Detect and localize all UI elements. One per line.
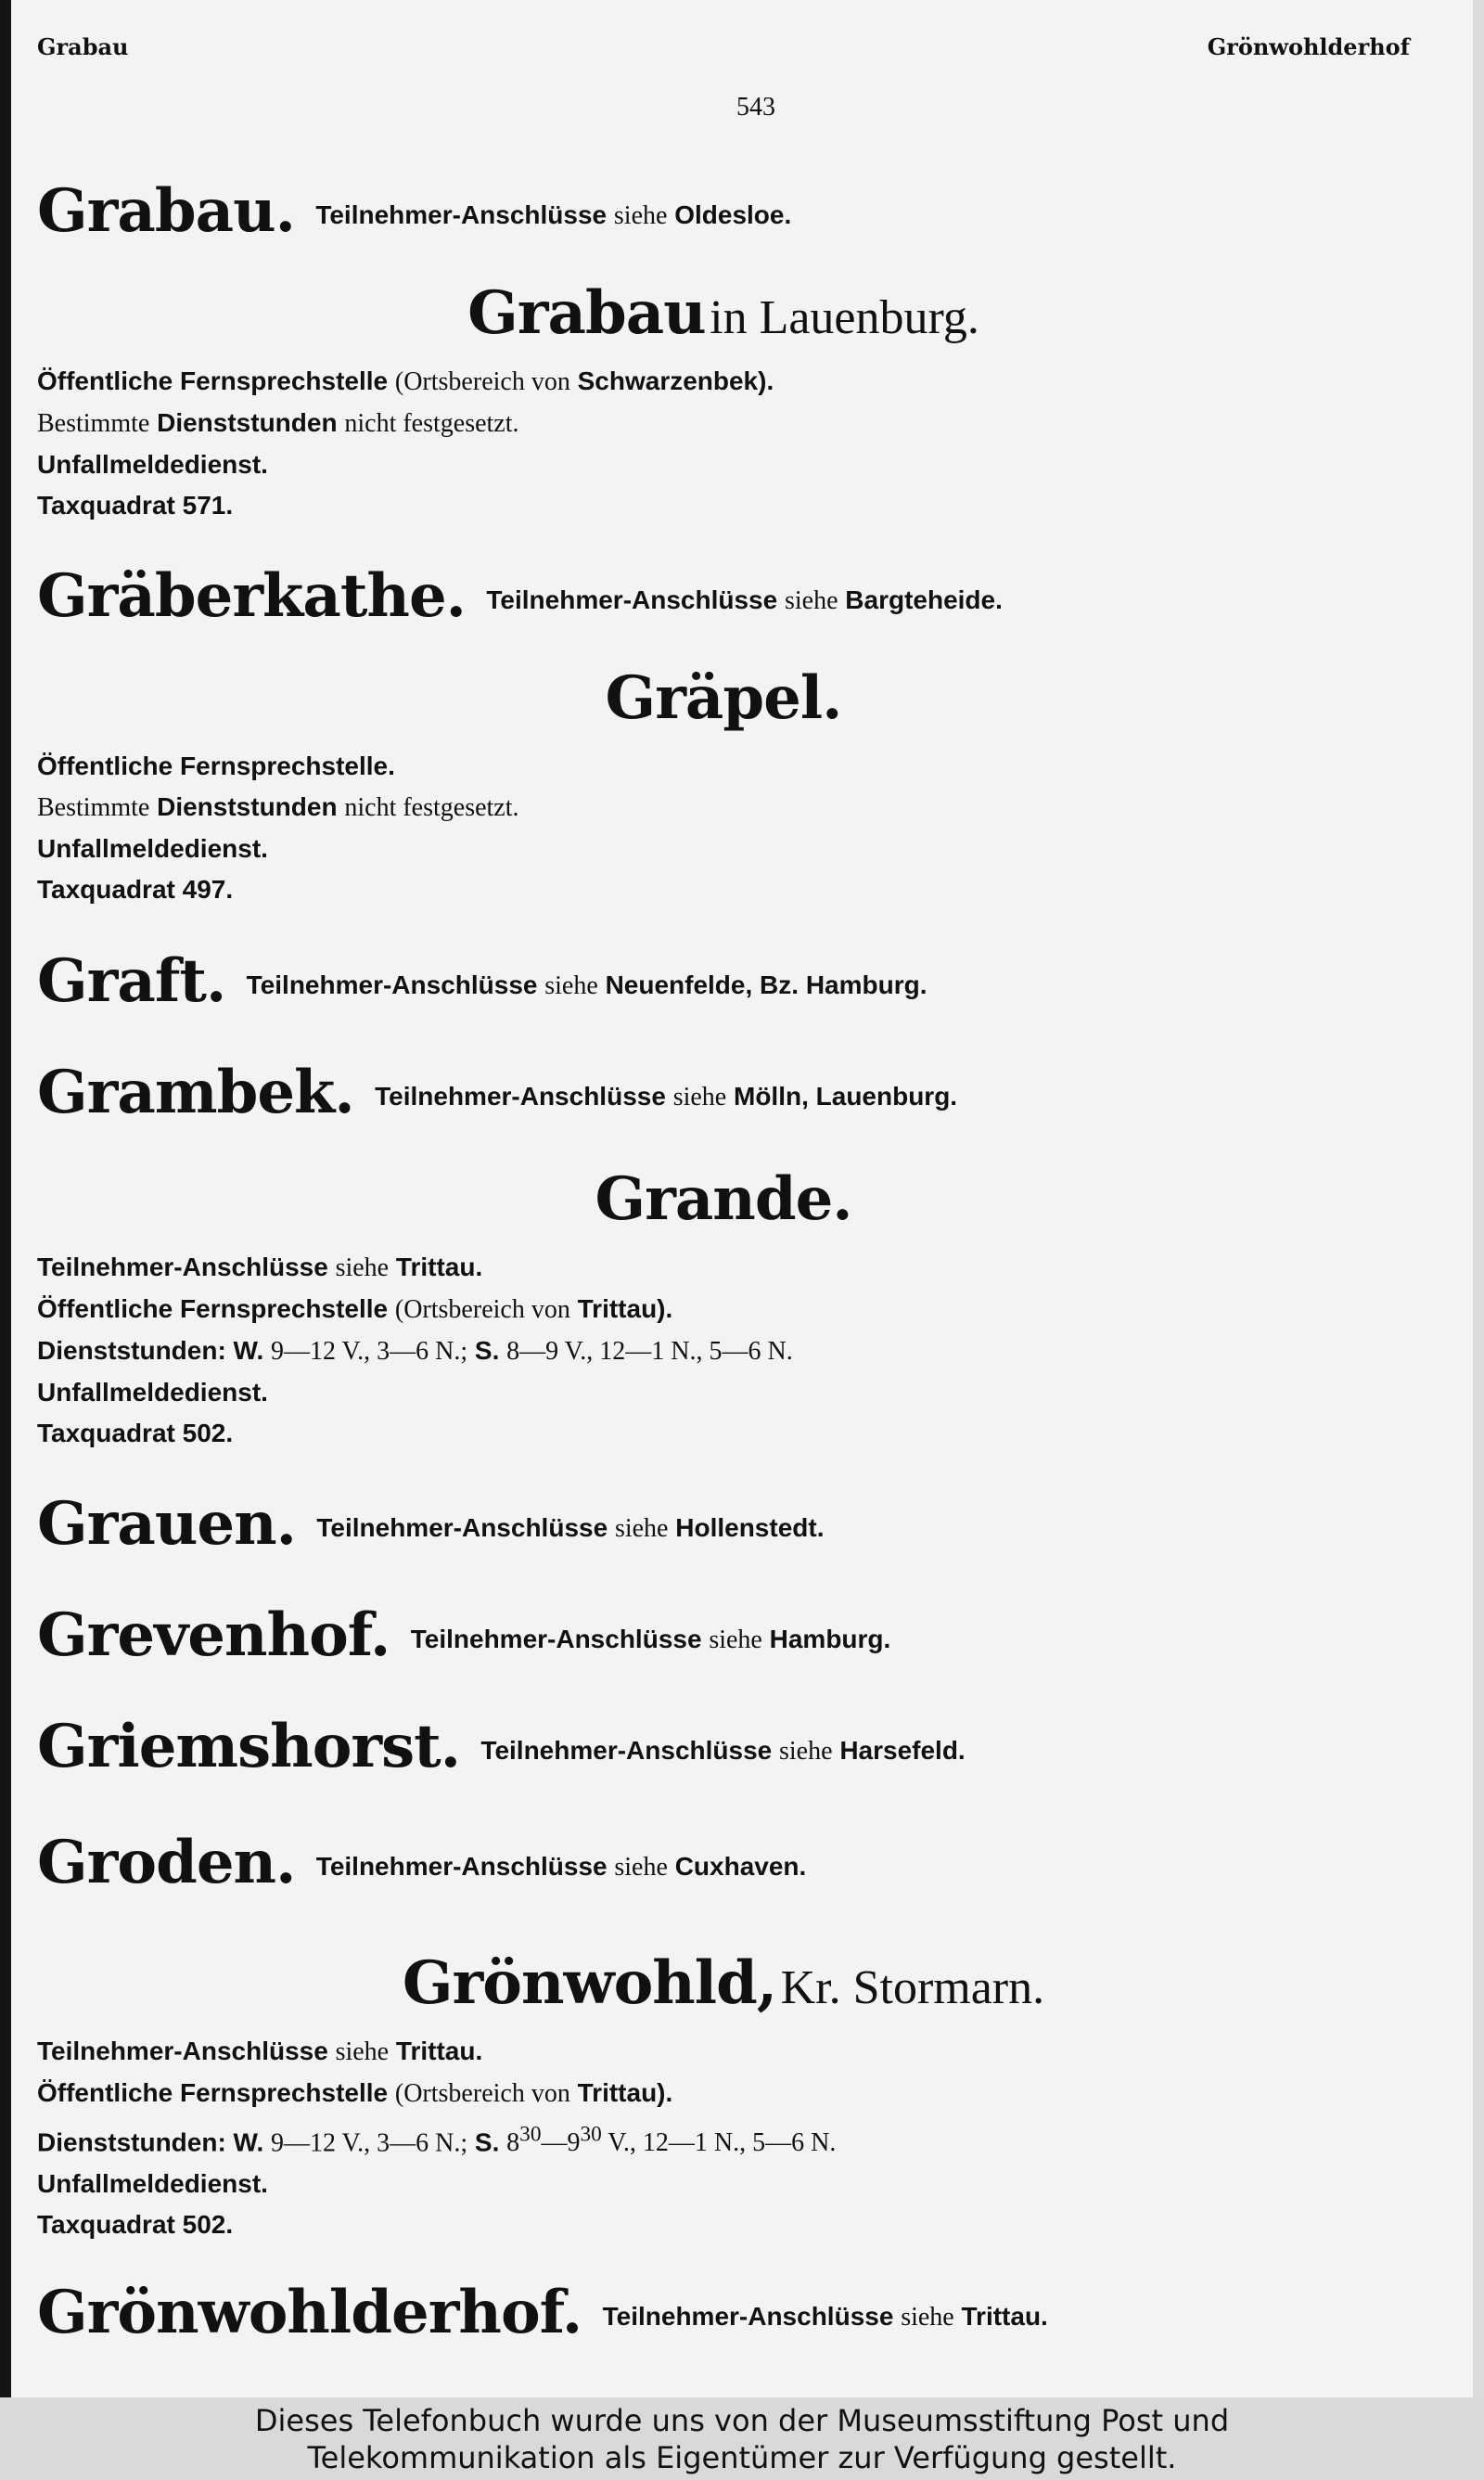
entry-name: Grönwohld, <box>402 1948 777 2018</box>
entry-reference <box>486 585 1003 614</box>
entry-reference <box>480 1736 965 1765</box>
entry-name: Graft. <box>37 946 226 1016</box>
entry-details <box>37 361 1410 526</box>
siehe-word: siehe <box>784 586 838 615</box>
reference-target: Cuxhaven. <box>674 1852 807 1881</box>
page-number: 543 <box>736 93 775 122</box>
detail-line <box>37 1330 1410 1372</box>
reference-label: Teilnehmer-Anschlüsse <box>375 1082 666 1111</box>
entry-name: Griemshorst. <box>37 1712 460 1781</box>
page-right-edge <box>1473 0 1484 2397</box>
entry-reference <box>316 1513 824 1542</box>
entry-graeberkathe <box>37 561 1410 631</box>
reference-target: Hamburg. <box>769 1625 891 1653</box>
reference-label: Teilnehmer-Anschlüsse <box>486 585 778 614</box>
detail-line <box>37 1289 1410 1330</box>
detail-text: Öffentliche Fernsprechstelle <box>37 1294 389 1323</box>
entry-details <box>37 1247 1410 1454</box>
reference-target: Trittau. <box>961 2302 1048 2331</box>
detail-line: Öffentliche Fernsprechstelle. <box>37 752 395 780</box>
detail-line <box>37 361 1410 403</box>
reference-label: Teilnehmer-Anschlüsse <box>602 2302 894 2331</box>
entry-grabau-lauenburg <box>37 278 1410 526</box>
detail-text: 8—9 V., 12—1 N., 5—6 N. <box>506 1337 793 1366</box>
detail-text: ). <box>657 1294 673 1323</box>
detail-line: Unfallmeldedienst. <box>37 1378 268 1407</box>
detail-line <box>37 1247 1410 1289</box>
entry-name: Grönwohlderhof. <box>37 2278 582 2347</box>
siehe-word: siehe <box>901 2303 954 2332</box>
detail-text: Trittau <box>577 2078 658 2107</box>
siehe-word: siehe <box>614 1853 668 1882</box>
detail-text: nicht festgesetzt. <box>344 409 519 438</box>
detail-text: Trittau. <box>395 2037 483 2065</box>
running-head-left: Grabau <box>37 33 129 60</box>
entry-heading <box>37 1948 1410 2018</box>
entry-groden <box>37 1828 1410 1897</box>
time-minutes: 30 <box>519 2123 542 2147</box>
reference-label: Teilnehmer-Anschlüsse <box>315 200 608 229</box>
detail-text: ). <box>657 2078 673 2107</box>
entry-name: Grabau <box>467 278 706 348</box>
reference-target: Oldesloe. <box>674 200 792 229</box>
siehe-word: siehe <box>672 1083 727 1112</box>
reference-label: Teilnehmer-Anschlüsse <box>316 1513 608 1542</box>
detail-line: Unfallmeldedienst. <box>37 834 268 863</box>
entry-reference <box>375 1082 957 1111</box>
detail-text: Bestimmte <box>37 793 150 822</box>
reference-label: Teilnehmer-Anschlüsse <box>480 1736 773 1765</box>
time-rest: V., 12—1 N., 5—6 N. <box>601 2128 837 2158</box>
reference-target: Mölln, Lauenburg. <box>734 1082 958 1111</box>
detail-text: Dienststunden <box>157 792 338 821</box>
siehe-word: siehe <box>709 1625 762 1654</box>
detail-text: ). <box>758 366 774 395</box>
entry-reference <box>411 1625 891 1653</box>
detail-text: Schwarzenbek <box>577 366 759 395</box>
detail-text: Dienststunden <box>157 408 338 437</box>
detail-line <box>37 2073 1410 2114</box>
siehe-word: siehe <box>779 1737 833 1766</box>
entry-groenwohlderhof <box>37 2278 1410 2347</box>
detail-text: Öffentliche Fernsprechstelle <box>37 2078 389 2107</box>
reference-label: Teilnehmer-Anschlüsse <box>410 1625 702 1653</box>
footer-line: Telekommunikation als Eigentümer zur Verfügung gestellt. <box>307 2440 1177 2475</box>
footer-line: Dieses Telefonbuch wurde uns von der Museumsstiftung Post und <box>254 2403 1230 2438</box>
entry-reference <box>247 970 928 999</box>
reference-target: Neuenfelde, Bz. Hamburg. <box>605 970 928 999</box>
siehe-word: siehe <box>614 1514 669 1543</box>
detail-text: siehe <box>335 1253 390 1282</box>
entry-name: Grande. <box>595 1164 852 1234</box>
detail-line <box>37 787 1410 829</box>
entry-groenwohld <box>37 1948 1410 2245</box>
detail-text: (Ortsbereich von <box>394 1295 570 1324</box>
detail-text: 9—12 V., 3—6 N.; <box>271 1337 468 1366</box>
entry-details <box>37 2031 1410 2245</box>
footer-notice <box>0 2397 1484 2480</box>
entry-grabau <box>37 176 1410 246</box>
detail-text: Trittau. <box>395 1253 483 1281</box>
detail-line: Taxquadrat 502. <box>37 2210 234 2240</box>
detail-line: Taxquadrat 502. <box>37 1419 234 1447</box>
detail-text: siehe <box>335 2037 390 2066</box>
detail-text: nicht festgesetzt. <box>344 793 519 822</box>
reference-target: Bargteheide. <box>845 585 1003 614</box>
detail-line: Unfallmeldedienst. <box>37 450 268 479</box>
detail-text <box>506 2123 837 2158</box>
detail-line <box>37 403 1410 444</box>
siehe-word: siehe <box>544 971 598 1000</box>
entry-details <box>37 746 1410 910</box>
entry-name-suffix: Kr. Stormarn. <box>780 1961 1045 2014</box>
detail-text: Teilnehmer-Anschlüsse <box>37 1253 328 1281</box>
detail-text: S. <box>474 2127 500 2157</box>
entry-name: Gräberkathe. <box>37 561 466 631</box>
entry-graepel <box>37 663 1410 910</box>
entry-name: Grambek. <box>37 1058 354 1127</box>
entry-name: Groden. <box>37 1828 296 1897</box>
detail-line <box>37 2031 1410 2073</box>
detail-text: 9—12 V., 3—6 N.; <box>271 2128 468 2158</box>
entry-reference <box>603 2302 1048 2331</box>
time-hour: —9 <box>541 2128 581 2158</box>
reference-label: Teilnehmer-Anschlüsse <box>315 1852 608 1881</box>
entry-name: Grevenhof. <box>37 1600 390 1670</box>
running-head-right: Grönwohlderhof <box>1207 33 1410 60</box>
detail-line: Unfallmeldedienst. <box>37 2169 268 2199</box>
entry-reference <box>315 200 791 229</box>
detail-text: Bestimmte <box>37 409 150 438</box>
entry-name-suffix: in Lauenburg. <box>710 291 979 344</box>
siehe-word: siehe <box>613 201 668 230</box>
entry-heading <box>37 278 1410 348</box>
entry-grevenhof <box>37 1600 1410 1670</box>
entry-griemshorst <box>37 1712 1410 1781</box>
detail-line <box>37 2114 1410 2164</box>
detail-text: Dienststunden: W. <box>37 1336 264 1365</box>
entry-grauen <box>37 1489 1410 1559</box>
detail-line: Taxquadrat 571. <box>37 491 234 520</box>
reference-label: Teilnehmer-Anschlüsse <box>246 970 538 999</box>
detail-text: Trittau <box>577 1294 658 1323</box>
time-minutes: 30 <box>580 2123 602 2147</box>
reference-target: Harsefeld. <box>839 1736 966 1765</box>
entry-grambek <box>37 1058 1410 1127</box>
detail-text: Teilnehmer-Anschlüsse <box>37 2037 328 2065</box>
detail-text: S. <box>474 1336 500 1365</box>
entry-name: Grauen. <box>37 1489 296 1559</box>
page-binding-edge <box>0 0 11 2397</box>
entry-grande <box>37 1164 1410 1454</box>
detail-text: Öffentliche Fernsprechstelle <box>37 366 389 395</box>
entry-heading <box>37 663 1410 733</box>
entry-reference <box>316 1852 807 1881</box>
detail-text: Dienststunden: W. <box>37 2127 264 2157</box>
detail-text: (Ortsbereich von <box>394 367 570 396</box>
entry-graft <box>37 946 1410 1016</box>
entry-name: Grabau. <box>37 176 295 246</box>
entry-name: Gräpel. <box>605 663 842 733</box>
time-hour: 8 <box>506 2128 520 2158</box>
detail-text: (Ortsbereich von <box>394 2079 570 2108</box>
detail-line: Taxquadrat 497. <box>37 875 234 904</box>
entry-heading <box>37 1164 1410 1234</box>
reference-target: Hollenstedt. <box>675 1513 825 1542</box>
